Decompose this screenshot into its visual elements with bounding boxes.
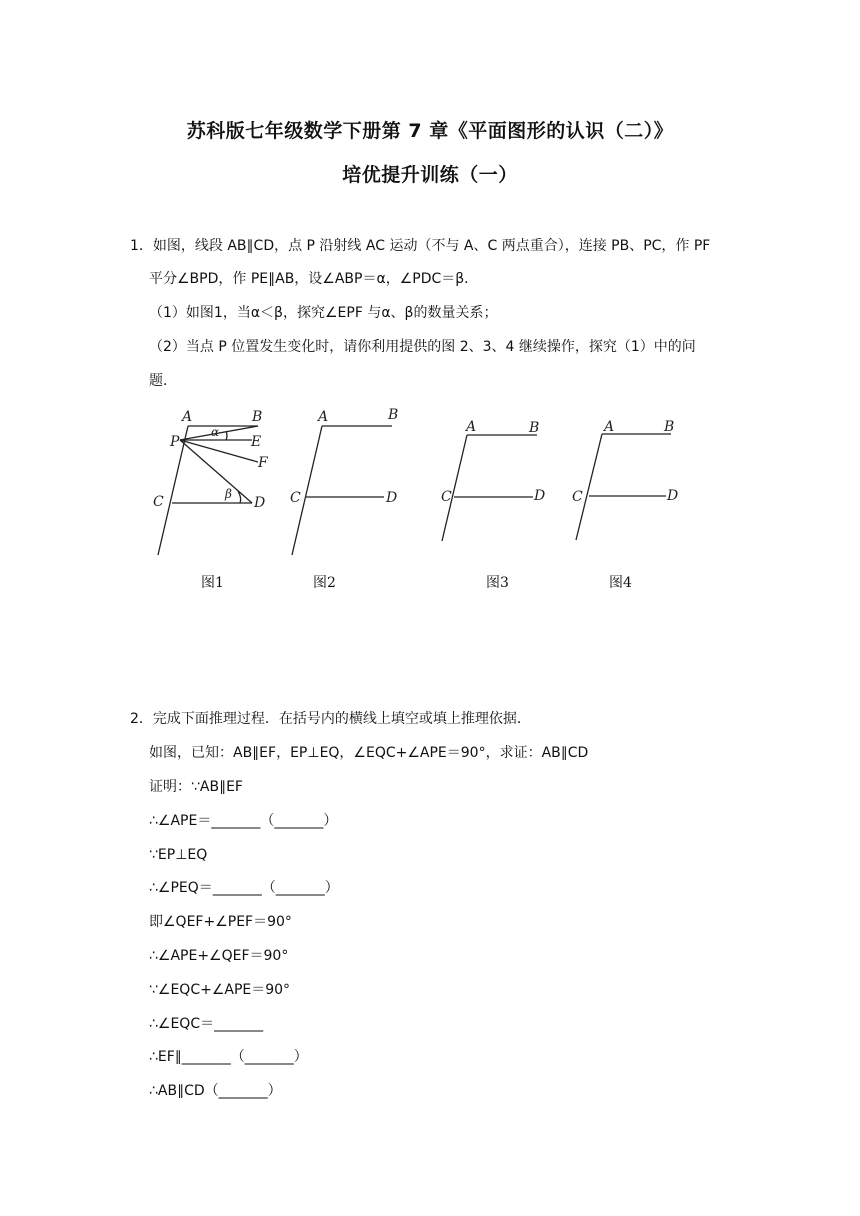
title-line-2: 培优提升训练（一） xyxy=(342,164,518,186)
q2-line-8: ∴∠APE+∠QEF＝90° xyxy=(149,948,289,964)
q2-line-5: ∵EP⊥EQ xyxy=(149,847,208,863)
fig1-label-a: A xyxy=(182,409,193,425)
q2-line-10: ∴∠EQC＝_______ xyxy=(149,1016,264,1032)
fig1-label-d: D xyxy=(254,495,266,511)
fig4-label-d: D xyxy=(667,488,679,504)
q2-line-4: ∴∠APE＝_______（_______） xyxy=(149,813,338,829)
fig4-label-c: C xyxy=(572,489,583,505)
fig1-alpha-arc xyxy=(226,431,227,440)
fig4-label-b: B xyxy=(664,419,675,435)
q2-line-3: 证明：∵AB∥EF xyxy=(149,779,243,795)
fig3-label-c: C xyxy=(441,489,452,505)
q1-line-3: （1）如图1，当α＜β，探究∠EPF 与α、β的数量关系； xyxy=(149,305,498,321)
fig1-line-pd xyxy=(180,440,252,503)
fig4-line-ac xyxy=(576,434,602,540)
q2-line-11: ∴EF∥_______（_______） xyxy=(149,1049,308,1065)
fig2-label-a: A xyxy=(318,409,329,425)
q1-line-2: 平分∠BPD，作 PE∥AB，设∠ABP＝α，∠PDC＝β． xyxy=(149,271,479,287)
q2-line-9: ∵∠EQC+∠APE＝90° xyxy=(149,982,291,998)
q1-line-1: 1．如图，线段 AB∥CD，点 P 沿射线 AC 运动（不与 A、C 两点重合），连接 PB、PC，作 PF xyxy=(130,238,711,254)
q2-line-6: ∴∠PEQ＝_______（_______） xyxy=(149,880,339,896)
fig1-caption: 图1 xyxy=(201,575,224,591)
q2-line-1: 2．完成下面推理过程．在括号内的横线上填空或填上推理依据． xyxy=(130,711,531,727)
fig1-label-f: F xyxy=(258,455,268,471)
fig3-label-d: D xyxy=(534,488,546,504)
fig1-label-p: P xyxy=(170,434,180,450)
fig3-line-ac xyxy=(442,435,467,541)
fig1-label-alpha: α xyxy=(211,425,220,439)
fig2-label-d: D xyxy=(386,490,398,506)
q1-line-5: 题． xyxy=(149,373,177,389)
q1-line-4: （2）当点 P 位置发生变化时，请你利用提供的图 2、3、4 继续操作，探究（1）中的问 xyxy=(149,339,696,355)
fig3-label-b: B xyxy=(529,420,540,436)
fig3-label-a: A xyxy=(466,419,477,435)
fig2-label-c: C xyxy=(290,490,301,506)
fig1-label-e: E xyxy=(251,434,262,450)
title-line-1: 苏科版七年级数学下册第 7 章《平面图形的认识（二）》 xyxy=(186,120,674,142)
q2-line-2: 如图，已知：AB∥EF，EP⊥EQ，∠EQC+∠APE＝90°，求证：AB∥CD xyxy=(149,745,589,761)
fig1-label-beta: β xyxy=(225,487,232,501)
fig4-label-a: A xyxy=(604,419,615,435)
fig2-caption: 图2 xyxy=(313,575,336,591)
q2-line-12: ∴AB∥CD（_______） xyxy=(149,1083,282,1099)
q2-line-7: 即∠QEF+∠PEF＝90° xyxy=(149,914,292,930)
fig2-label-b: B xyxy=(388,407,399,423)
fig4-caption: 图4 xyxy=(609,575,632,591)
fig1-label-c: C xyxy=(153,494,164,510)
fig3-caption: 图3 xyxy=(486,575,509,591)
fig1-label-b: B xyxy=(252,409,263,425)
